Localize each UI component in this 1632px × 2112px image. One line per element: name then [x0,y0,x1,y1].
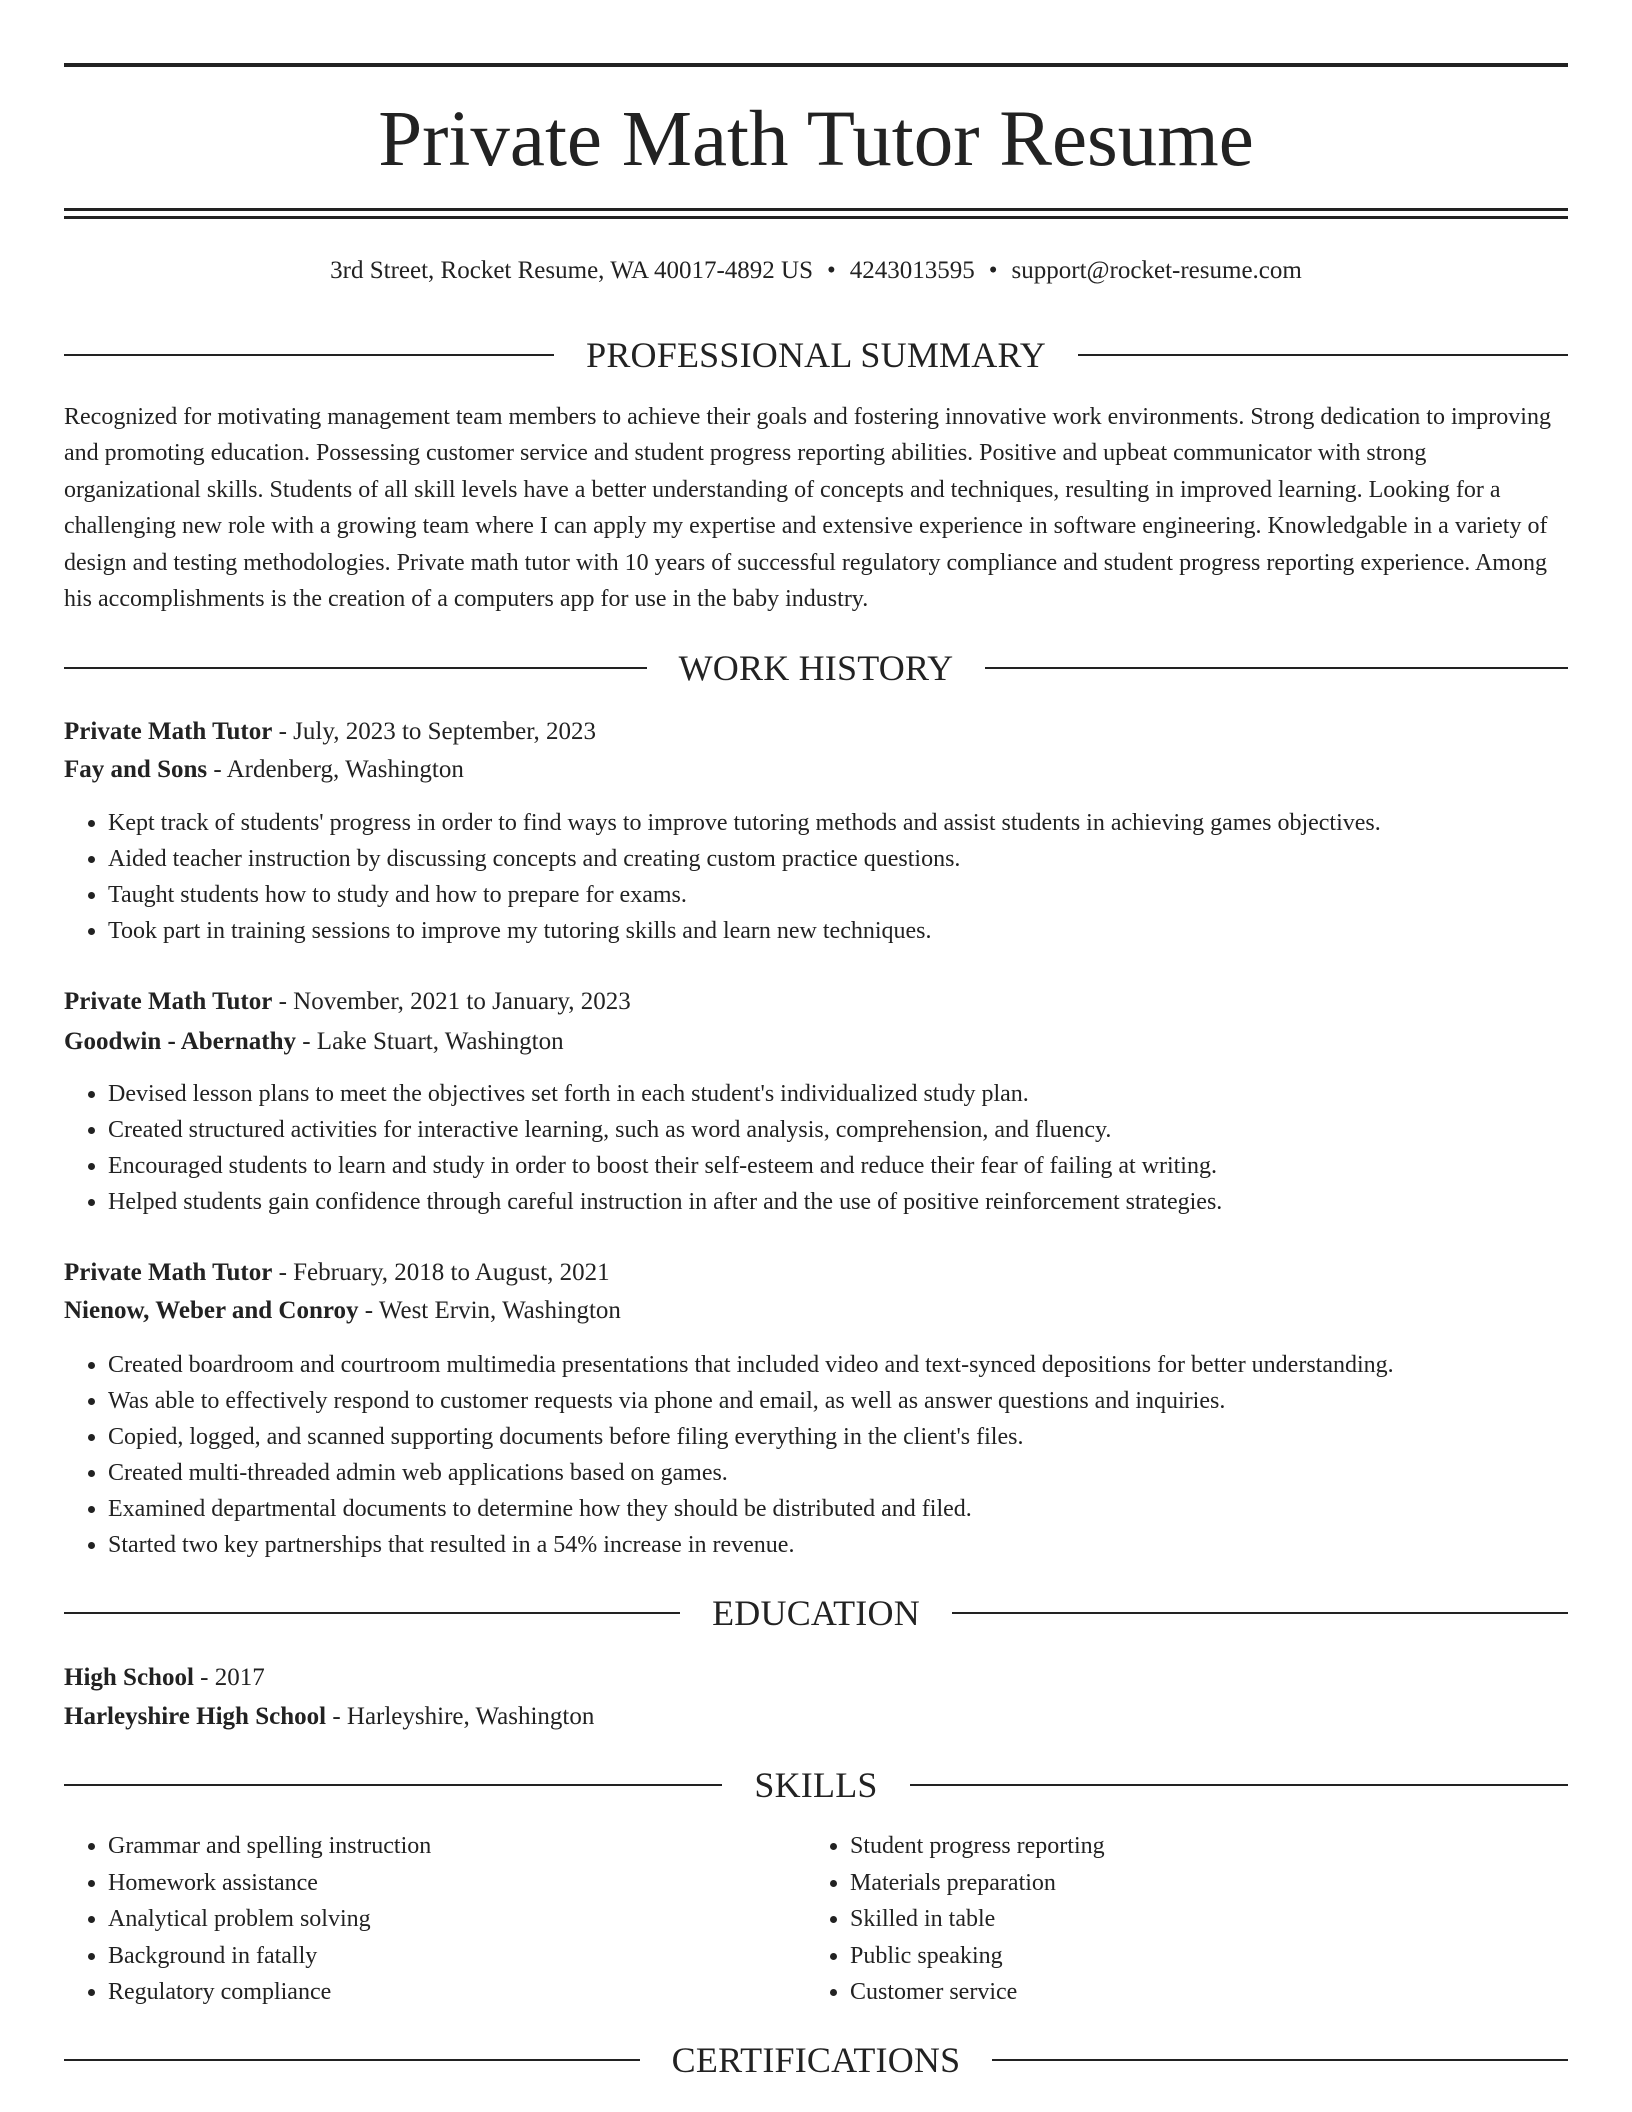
job-company: Fay and Sons [64,756,208,783]
job-company: Goodwin - Abernathy [64,1028,296,1055]
section-heading-education [64,1591,1568,1635]
job-bullets [64,1347,1612,1563]
heading-rule [1078,354,1568,356]
skill-item: • Homework assistance [108,1865,808,1902]
job-location: - Lake Stuart, Washington [295,1028,564,1055]
section-title: SKILLS [754,1765,878,1805]
job-company-line [64,1293,621,1329]
contact-line [64,254,1568,288]
contact-email: support@rocket-resume.com [1011,257,1302,284]
section-heading-summary [64,333,1568,377]
heading-rule [64,1612,680,1614]
contact-separator: • [827,257,836,284]
skill-item: • Customer service [850,1974,1550,2011]
education-degree: High School [64,1664,194,1691]
heading-rule [64,354,554,356]
list-item: • Started two key partnerships that resulted in a 54% increase in revenue. [108,1527,1612,1563]
skill-item: • Background in fatally [108,1938,808,1975]
education-school-line [64,1699,594,1735]
heading-rule [64,2059,640,2061]
page-title: Private Math Tutor Resume [378,96,1254,183]
job-company-line [64,1024,564,1060]
list-item: • Taught students how to study and how to prepare for exams. [108,877,1612,913]
header-bottom-rule-second [64,216,1568,219]
contact-separator: • [988,257,998,284]
header-bottom-rule [64,208,1568,211]
job-title-line [64,984,631,1020]
job-bullets [64,1076,1612,1220]
contact-phone: 4243013595 [849,257,975,284]
section-title: EDUCATION [712,1593,920,1633]
skill-item: • Regulatory compliance [108,1974,808,2011]
skill-item: • Materials preparation [850,1865,1550,1902]
job-location: - Ardenberg, Washington [207,756,464,783]
job-title-line [64,714,596,750]
summary-text: Recognized for motivating management team members to achieve their goals and fostering innovative work environments. Strong dedication to improving and promoting education. Possessing customer service and student progress reporting abilities. Positive and upbeat communicator with strong organizational skills. Students of all skill levels have a better understanding of concepts and techniques, resulting in improved learning. Looking for a challenging new role with a growing team where I can apply my expertise and extensive experience in software engineering. Knowledgable in a variety of design and testing methodologies. Private math tutor with 10 years of successful regulatory compliance and student progress reporting experience. Among his accomplishments is the creation of a computers app for use in the baby industry. [64,404,1551,613]
job-dates: - November, 2021 to January, 2023 [272,988,631,1015]
education-school: Harleyshire High School [64,1703,327,1730]
job-company: Nienow, Weber and Conroy [64,1297,359,1324]
job-dates: - February, 2018 to August, 2021 [272,1259,610,1286]
heading-rule [910,1784,1568,1786]
skill-item: • Skilled in table [850,1901,1550,1938]
job-title: Private Math Tutor [64,988,273,1015]
heading-rule [64,667,647,669]
education-location: - Harleyshire, Washington [326,1703,595,1730]
skill-item: • Analytical problem solving [108,1901,808,1938]
heading-rule [985,667,1568,669]
list-item: • Encouraged students to learn and study in order to boost their self-esteem and reduce their fear of failing at writing. [108,1148,1612,1184]
list-item: • Kept track of students' progress in order to find ways to improve tutoring methods and assist students in achieving games objectives. [108,805,1612,841]
job-dates: - July, 2023 to September, 2023 [272,718,597,745]
skills-list-right [806,1828,1550,2011]
list-item: • Was able to effectively respond to customer requests via phone and email, as well as answer questions and inquiries. [108,1383,1612,1419]
heading-rule [64,1784,722,1786]
list-item: • Devised lesson plans to meet the objectives set forth in each student's individualized study plan. [108,1076,1612,1112]
list-item: • Created boardroom and courtroom multimedia presentations that included video and text-synced depositions for better understanding. [108,1347,1612,1383]
section-heading-skills [64,1763,1568,1807]
job-title-line [64,1255,610,1291]
job-location: - West Ervin, Washington [358,1297,621,1324]
list-item: • Created structured activities for interactive learning, such as word analysis, comprehension, and fluency. [108,1112,1612,1148]
job-company-line [64,752,464,788]
list-item: • Aided teacher instruction by discussing concepts and creating custom practice questions. [108,841,1612,877]
heading-rule [952,1612,1568,1614]
list-item: • Copied, logged, and scanned supporting documents before filing everything in the client's files. [108,1419,1612,1455]
section-heading-work [64,646,1568,690]
heading-rule [992,2059,1568,2061]
job-bullets [64,805,1612,949]
section-title: CERTIFICATIONS [671,2040,961,2080]
skills-list-left [64,1828,808,2011]
education-degree-line [64,1660,265,1696]
section-title: PROFESSIONAL SUMMARY [586,335,1046,375]
skill-item: • Public speaking [850,1938,1550,1975]
education-year: - 2017 [193,1664,265,1691]
job-title: Private Math Tutor [64,1259,273,1286]
skill-item: • Grammar and spelling instruction [108,1828,808,1865]
section-title: WORK HISTORY [678,648,954,688]
list-item: • Created multi-threaded admin web applications based on games. [108,1455,1612,1491]
contact-address: 3rd Street, Rocket Resume, WA 40017-4892 US [330,257,813,284]
section-heading-certifications [64,2038,1568,2082]
list-item: • Took part in training sessions to improve my tutoring skills and learn new techniques. [108,913,1612,949]
skill-item: • Student progress reporting [850,1828,1550,1865]
job-title: Private Math Tutor [64,718,273,745]
header-top-rule [64,63,1568,67]
list-item: • Examined departmental documents to determine how they should be distributed and filed. [108,1491,1612,1527]
list-item: • Helped students gain confidence through careful instruction in after and the use of positive reinforcement strategies. [108,1184,1612,1220]
